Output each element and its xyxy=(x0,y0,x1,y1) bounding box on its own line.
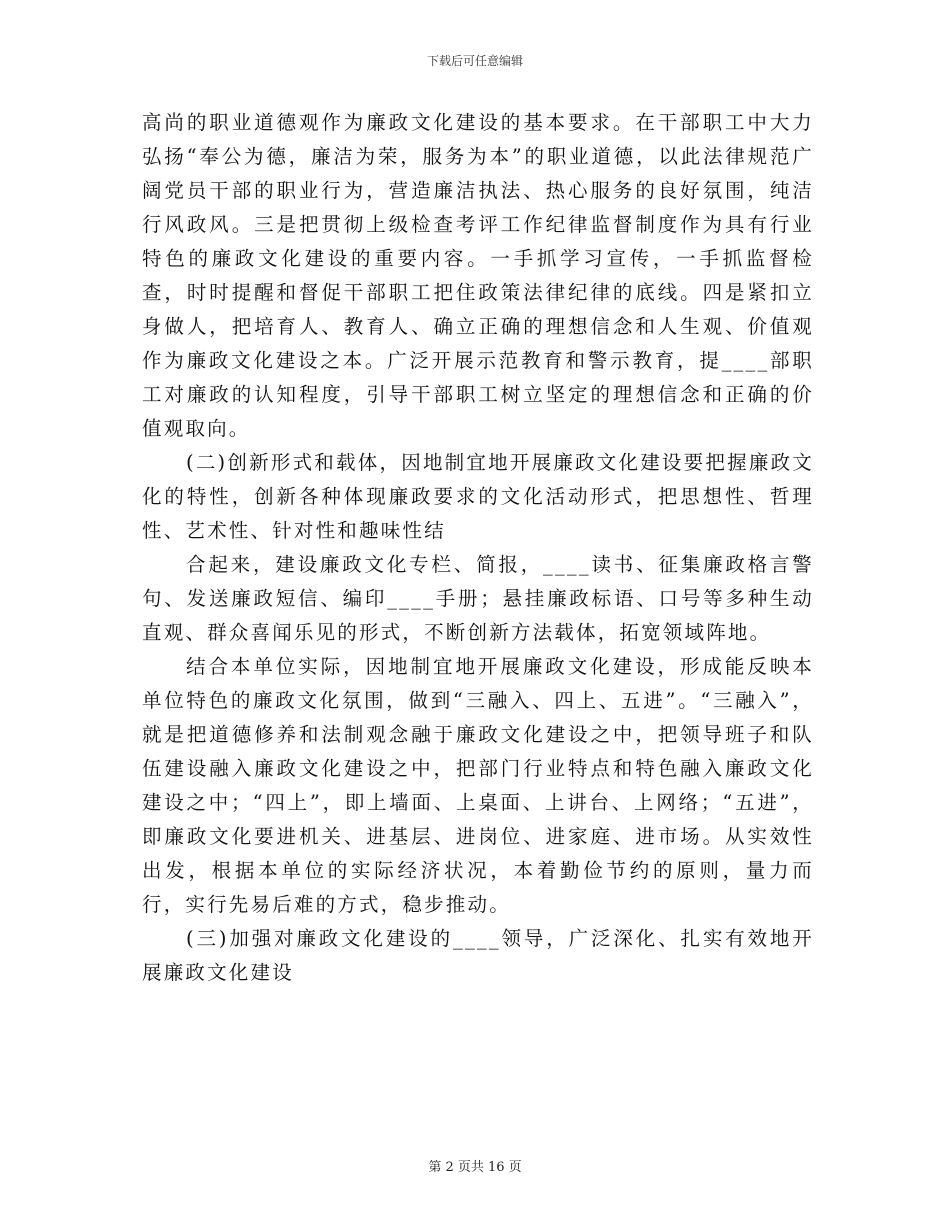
paragraph-5: (三)加强对廉政文化建设的____领导，广泛深化、扎实有效地开展廉政文化建设 xyxy=(142,927,814,984)
paragraph-2: (二)创新形式和载体，因地制宜地开展廉政文化建设要把握廉政文化的特性，创新各种体现廉政要求的文化活动形式，把思想性、哲理性、艺术性、针对性和趣味性结 xyxy=(142,451,814,542)
document-body xyxy=(142,106,814,990)
page-header-note: 下载后可任意编辑 xyxy=(426,54,523,68)
paragraph-3: 合起来，建设廉政文化专栏、简报，____读书、征集廉政格言警句、发送廉政短信、编印____手册；悬挂廉政标语、口号等多种生动直观、群众喜闻乐见的形式，不断创新方法载体，拓宽领域阵地。 xyxy=(142,553,814,644)
paragraph-1: 高尚的职业道德观作为廉政文化建设的基本要求。在干部职工中大力弘扬“奉公为德，廉洁为荣，服务为本”的职业道德，以此法律规范广阔党员干部的职业行为，营造廉洁执法、热心服务的良好氛围，纯洁行风政风。三是把贯彻上级检查考评工作纪律监督制度作为具有行业特色的廉政文化建设的重要内容。一手抓学习宣传，一手抓监督检查，时时提醒和督促干部职工把住政策法律纪律的底线。四是紧扣立身做人，把培育人、教育人、确立正确的理想信念和人生观、价值观作为廉政文化建设之本。广泛开展示范教育和警示教育，提____部职工对廉政的认知程度，引导干部职工树立坚定的理想信念和正确的价值观取向。 xyxy=(142,111,814,440)
paragraph-4: 结合本单位实际，因地制宜地开展廉政文化建设，形成能反映本单位特色的廉政文化氛围，做到“三融入、四上、五进”。“三融入”，就是把道德修养和法制观念融于廉政文化建设之中，把领导班子和队伍建设融入廉政文化建设之中，把部门行业特点和特色融入廉政文化建设之中；“四上”，即上墙面、上桌面、上讲台、上网络；“五进”，即廉政文化要进机关、进基层、进岗位、进家庭、进市场。从实效性出发，根据本单位的实际经济状况，本着勤俭节约的原则，量力而行，实行先易后难的方式，稳步推动。 xyxy=(142,655,814,916)
page-number: 第 2 页共 16 页 xyxy=(428,1160,522,1175)
